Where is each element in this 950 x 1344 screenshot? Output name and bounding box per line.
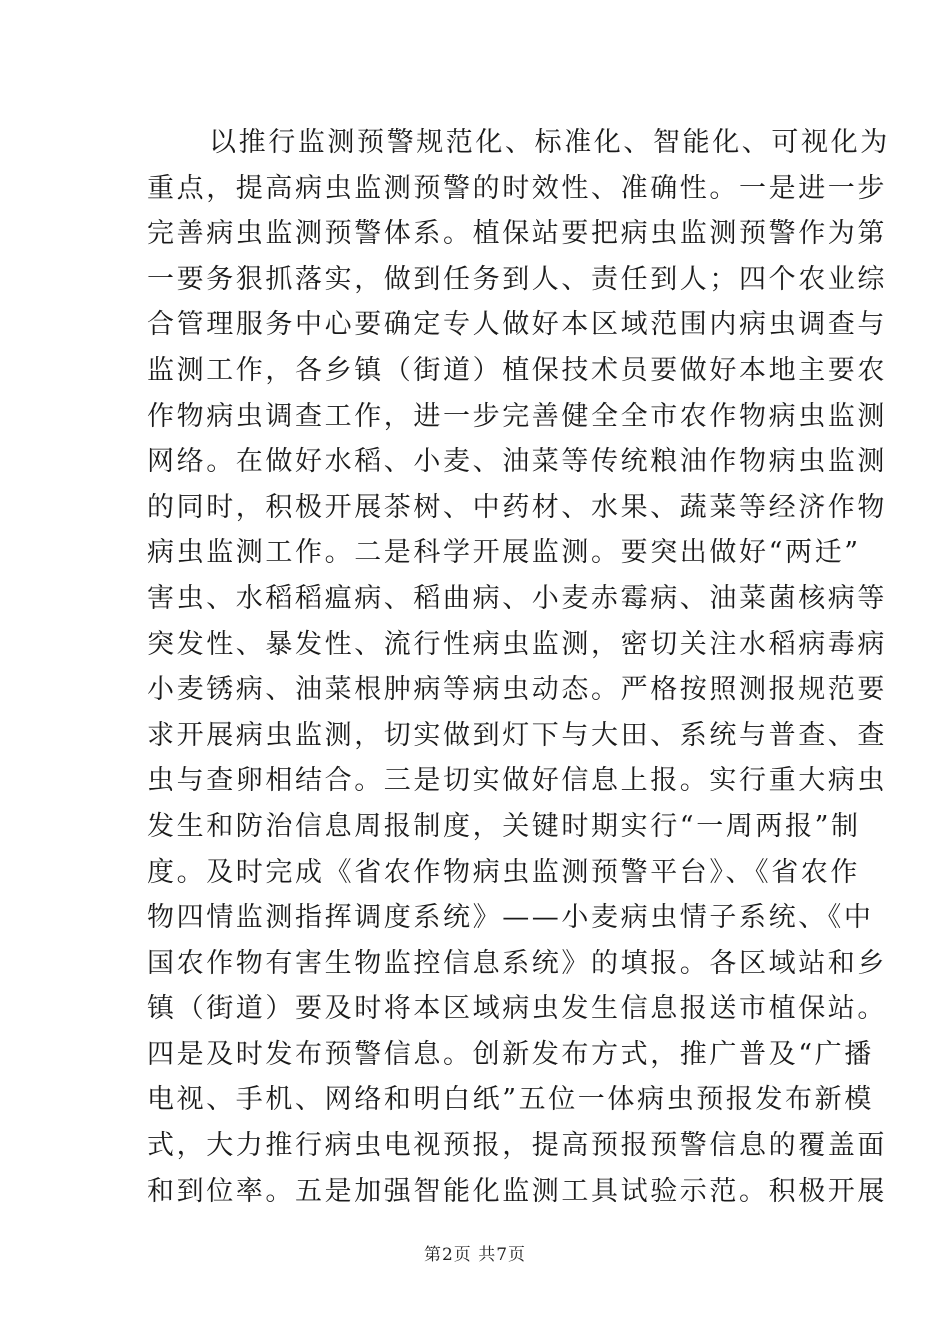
text-line: 和到位率。五是加强智能化监测工具试验示范。积极开展 [147, 1175, 887, 1207]
text-line: 突发性、暴发性、流行性病虫监测，密切关注水稻病毒病 [147, 628, 887, 660]
text-line: 害虫、水稻稻瘟病、稻曲病、小麦赤霉病、油菜菌核病等 [147, 582, 887, 614]
text-line: 监测工作，各乡镇（街道）植保技术员要做好本地主要农 [147, 354, 887, 386]
text-line: 电视、手机、网络和明白纸”五位一体病虫预报发布新模 [147, 1084, 874, 1116]
text-line: 度。及时完成《省农作物病虫监测预警平台》、《省农作 [147, 856, 860, 888]
text-line: 的同时，积极开展茶树、中药材、水果、蔬菜等经济作物 [147, 491, 887, 523]
text-line: 镇（街道）要及时将本区域病虫发生信息报送市植保站。 [147, 993, 887, 1025]
text-line: 以推行监测预警规范化、标准化、智能化、可视化为 [209, 127, 890, 158]
text-line: 作物病虫调查工作，进一步完善健全全市农作物病虫监测 [147, 400, 887, 432]
text-line: 物四情监测指挥调度系统》——小麦病虫情子系统、《中 [147, 902, 874, 934]
text-line: 病虫监测工作。二是科学开展监测。要突出做好“两迁” [147, 537, 861, 569]
text-line: 完善病虫监测预警体系。植保站要把病虫监测预警作为第 [147, 218, 887, 250]
body-paragraph [147, 120, 890, 1214]
text-line: 重点，提高病虫监测预警的时效性、准确性。一是进一步 [147, 172, 887, 204]
text-line: 小麦锈病、油菜根肿病等病虫动态。严格按照测报规范要 [147, 674, 887, 706]
text-line: 网络。在做好水稻、小麦、油菜等传统粮油作物病虫监测 [147, 446, 887, 478]
text-line: 发生和防治信息周报制度，关键时期实行“一周两报”制 [147, 810, 861, 842]
text-line: 求开展病虫监测，切实做到灯下与大田、系统与普查、查 [147, 719, 887, 751]
text-line: 合管理服务中心要确定专人做好本区域范围内病虫调查与 [147, 309, 887, 341]
text-line: 一要务狠抓落实，做到任务到人、责任到人；四个农业综 [147, 263, 887, 295]
page-number-footer: 第2页 共7页 [423, 1245, 527, 1265]
text-line: 四是及时发布预警信息。创新发布方式，推广普及“广播 [147, 1038, 874, 1070]
text-line: 国农作物有害生物监控信息系统》的填报。各区域站和乡 [147, 947, 887, 979]
text-line: 式，大力推行病虫电视预报，提高预报预警信息的覆盖面 [147, 1130, 887, 1162]
text-line: 虫与查卵相结合。三是切实做好信息上报。实行重大病虫 [147, 765, 887, 797]
